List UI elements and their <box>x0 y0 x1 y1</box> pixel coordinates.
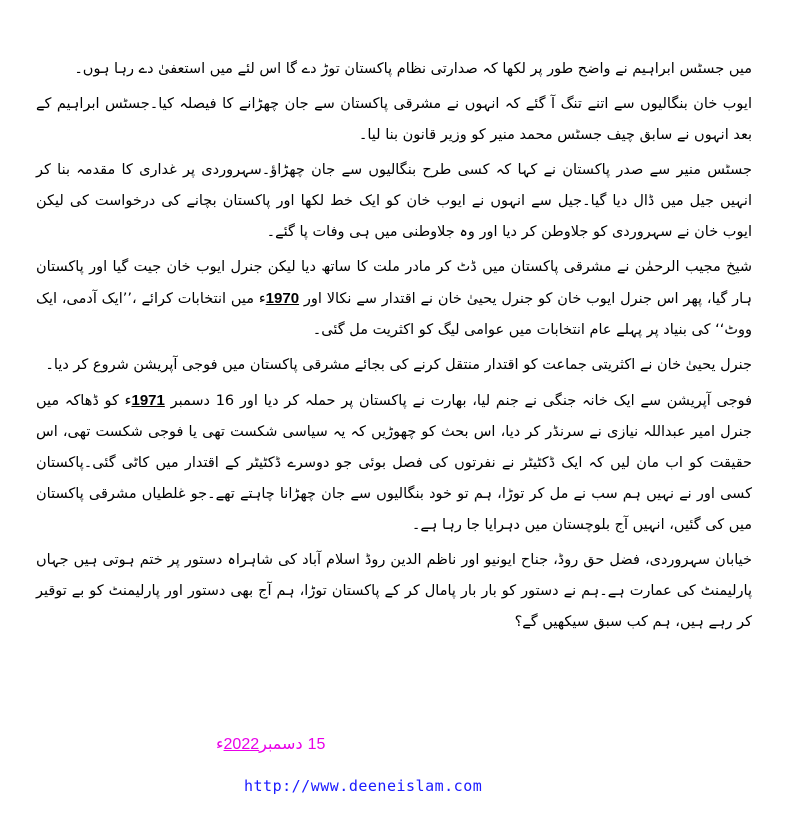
article-body <box>36 54 752 642</box>
paragraph-4 <box>36 252 752 346</box>
date-suffix: ء <box>216 734 224 753</box>
year-1970: 1970 <box>265 290 300 307</box>
date-year: 2022 <box>223 736 260 753</box>
publication-date <box>216 734 325 754</box>
paragraph-7: خیابان سہروردی، فضل حق روڈ، جناح ایونیو اور ناظم الدین روڈ اسلام آباد کی شاہراہ دستور پر ختم ہوتی ہیں جہاں پارلیمنٹ کی عمارت ہے۔ہم نے دستور کو بار بار پامال کر کے پاکستان توڑا، ہم آج بھی دستور اور پارلیمنٹ کو بے توقیر کر رہے ہیں، ہم کب سبق سیکھیں گے؟ <box>36 552 752 630</box>
paragraph-2: ایوب خان بنگالیوں سے اتنے تنگ آ گئے کہ انہوں نے مشرقی پاکستان سے جان چھڑانے کا فیصلہ کیا۔جسٹس ابراہیم کے بعد انہوں نے سابق چیف جسٹس محمد منیر کو وزیر قانون بنا لیا۔ <box>36 96 752 143</box>
website-link[interactable]: http://www.deeneislam.com <box>244 777 483 795</box>
paragraph-1: میں جسٹس ابراہیم نے واضح طور پر لکھا کہ صدارتی نظام پاکستان توڑ دے گا اس لئے میں استعفیٰ دے رہا ہوں۔ <box>74 61 752 77</box>
paragraph-6-after: ء کو ڈھاکہ میں جنرل امیر عبداللہ نیازی نے سرنڈر کر دیا، اس بحث کو چھوڑیں کہ یہ سیاسی شکست تھی یا فوجی شکست تھی، اس حقیقت کو اب مان لیں کہ ایک ڈکٹیٹر نے نفرتوں کی فصل بوئی جو دوسرے ڈکٹیٹر کے اقتدار میں کاٹی گئی۔پاکستان کسی اور نے نہیں ہم سب نے مل کر توڑا، ہم تو خود بنگالیوں سے جان چھڑانا چاہتے تھے۔جو غلطیاں مشرقی پاکستان میں کی گئیں، انہیں آج بلوچستان میں دہرایا جا رہا ہے۔ <box>36 393 752 533</box>
date-day: 15 <box>307 736 326 753</box>
paragraph-4-before: شیخ مجیب الرحمٰن نے مشرقی پاکستان میں ڈٹ کر مادر ملت کا ساتھ دیا لیکن جنرل ایوب خان جیت گیا اور پاکستان ہار گیا، پھر اس جنرل ایوب خان کو جنرل یحییٰ خان نے اقتدار سے نکالا اور <box>36 259 753 307</box>
date-month: دسمبر <box>259 734 303 753</box>
paragraph-6 <box>36 385 752 541</box>
paragraph-6-before: فوجی آپریشن سے ایک خانہ جنگی نے جنم لیا، بھارت نے پاکستان پر حملہ کر دیا اور 16 دسمبر <box>170 393 752 409</box>
paragraph-3: جسٹس منیر سے صدر پاکستان نے کہا کہ کسی طرح بنگالیوں سے جان چھڑاؤ۔سہروردی پر غداری کا مقدمہ بنا کر انہیں جیل میں ڈال دیا گیا۔جیل سے انہوں نے ایوب خان کو ایک خط لکھا اور پاکستان بچانے کی درخواست کی لیکن ایوب خان نے سہروردی کو جلاوطن کر دیا اور وہ جلاوطنی میں ہی وفات پا گئے۔ <box>36 162 752 240</box>
year-1971: 1971 <box>131 392 165 409</box>
paragraph-4-after: ء میں انتخابات کرائے ،’’ایک آدمی، ایک ووٹ‘‘ کی بنیاد پر پہلے عام انتخابات میں عوامی لیگ کو اکثریت مل گئی۔ <box>36 291 752 338</box>
paragraph-5: جنرل یحییٰ خان نے اکثریتی جماعت کو اقتدار منتقل کرنے کی بجائے مشرقی پاکستان میں فوجی آپریشن شروع کر دیا۔ <box>45 357 752 373</box>
